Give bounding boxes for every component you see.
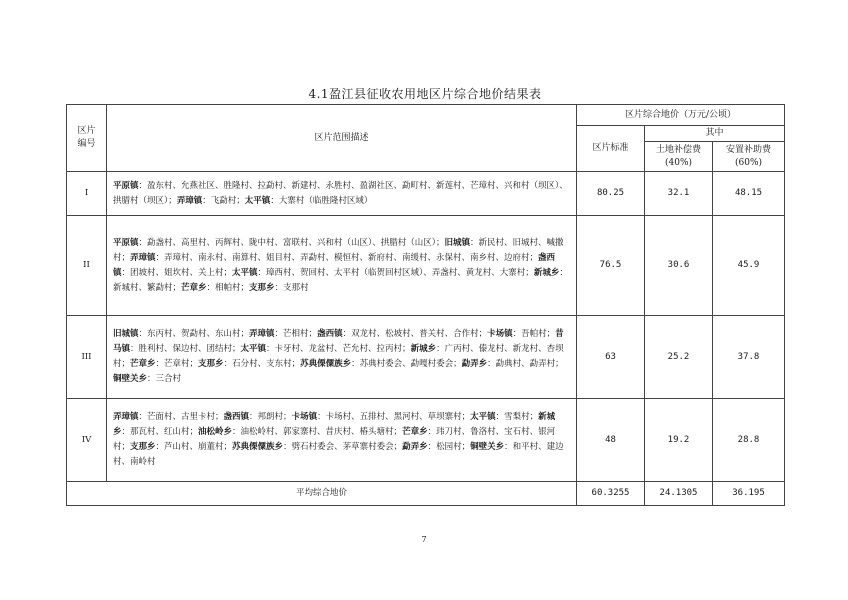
average-label: 平均综合地价 xyxy=(295,488,347,498)
header-price-group-text: 区片综合地价（万元/公顷） xyxy=(624,109,737,120)
average-standard-cell xyxy=(577,482,645,506)
page-number: 7 xyxy=(421,535,427,544)
average-resettle-value: 36.195 xyxy=(732,488,765,498)
village-list: ：相帕村； xyxy=(206,282,250,293)
standard-cell xyxy=(577,399,645,482)
land-comp-value: 32.1 xyxy=(667,188,690,198)
village-list: ：三合村 xyxy=(147,374,182,384)
average-row xyxy=(67,482,785,506)
village-list: ：勐盏村、高里村、丙辉村、陇中村、富联村、兴和村（山区）、拱腊村（山区）； xyxy=(138,237,445,248)
land-comp-cell xyxy=(645,399,713,482)
town-name: 支那乡 xyxy=(130,442,156,452)
village-list: ：和平村、建边村、南岭村 xyxy=(113,442,564,467)
town-name: 油松岭乡 xyxy=(198,427,233,437)
header-range-desc xyxy=(107,105,577,172)
range-desc-cell xyxy=(107,216,577,316)
town-name: 盏西镇 xyxy=(317,329,343,339)
standard-value: 76.5 xyxy=(599,260,622,270)
village-list: ：那瓦村、红山村； xyxy=(121,427,199,437)
town-name: 支那乡 xyxy=(198,359,224,369)
zone-cell xyxy=(67,216,107,316)
town-name: 太平镇 xyxy=(244,195,271,206)
village-list: ：新城村、繁勐村； xyxy=(113,267,568,293)
town-name: 弄璋镇 xyxy=(176,195,203,206)
town-name: 昔马镇 xyxy=(113,329,564,354)
standard-value: 48 xyxy=(605,434,616,445)
town-name: 卡场镇 xyxy=(487,329,513,339)
village-list: ：支那村 xyxy=(274,282,309,293)
zone-cell xyxy=(67,172,107,216)
town-name: 旧城镇 xyxy=(444,237,471,248)
header-standard-text: 区片标准 xyxy=(592,143,629,153)
village-list: ：广丙村、傣龙村、新龙村、杏坝村； xyxy=(113,344,564,369)
land-price-table xyxy=(66,104,785,506)
range-desc-cell xyxy=(107,316,577,399)
town-name: 苏典傈僳族乡 xyxy=(232,442,284,452)
town-name: 铜壁关乡 xyxy=(470,442,505,452)
standard-value: 63 xyxy=(605,351,616,362)
town-name: 支那乡 xyxy=(249,282,275,293)
header-of-which-text: 其中 xyxy=(705,128,724,138)
zone-label: IV xyxy=(81,434,92,445)
village-list: ：弄璋村、南永村、南算村、姐目村、弄勐村、模恒村、新府村、南缓村、永保村、南乡村、边府村； xyxy=(155,252,539,263)
town-name: 新城乡 xyxy=(533,267,560,278)
header-land-comp xyxy=(645,142,713,172)
land-comp-cell xyxy=(645,172,713,216)
header-of-which xyxy=(645,126,785,142)
table-row xyxy=(67,399,785,482)
header-zone-no xyxy=(67,105,107,172)
town-name: 旧城镇 xyxy=(113,329,139,339)
header-standard xyxy=(577,126,645,172)
header-zone-no-text: 区片 编号 xyxy=(77,126,96,149)
average-standard-value: 60.3255 xyxy=(591,488,630,498)
town-name: 弄璋镇 xyxy=(130,252,156,263)
village-list: ：飞勐村； xyxy=(202,195,245,206)
header-resettle xyxy=(713,142,785,172)
village-list: ：东丙村、贺勐村、东山村； xyxy=(138,329,250,339)
land-comp-value: 30.6 xyxy=(667,260,690,270)
average-label-cell xyxy=(67,482,577,506)
town-name: 新城乡 xyxy=(113,412,556,437)
resettle-cell xyxy=(713,216,785,316)
zone-cell xyxy=(67,316,107,399)
town-name: 盏西镇 xyxy=(223,412,250,422)
standard-cell xyxy=(577,316,645,399)
town-name: 勐弄乡 xyxy=(402,442,428,452)
town-name: 太平镇 xyxy=(232,267,258,278)
village-list: ：卡牙村、龙盆村、芒允村、拉丙村； xyxy=(266,344,411,354)
standard-cell xyxy=(577,172,645,216)
town-name: 弄璋镇 xyxy=(113,412,139,422)
standard-value: 80.25 xyxy=(596,188,625,198)
town-name: 新城乡 xyxy=(410,344,437,354)
village-list: ：双龙村、松坡村、普关村、合作村； xyxy=(342,329,488,339)
table-row xyxy=(67,216,785,316)
town-name: 平原镇 xyxy=(113,180,139,191)
town-name: 苏典傈僳族乡 xyxy=(300,359,352,369)
town-name: 芒章乡 xyxy=(181,282,207,293)
village-list: ：石分村、支东村； xyxy=(223,359,301,369)
village-list: ：玮刀村、鲁洛村、宝石村、银河村； xyxy=(113,427,556,452)
village-list: ：油松岭村、郭家寨村、昔庆村、椿头塘村； xyxy=(232,427,403,437)
header-price-group xyxy=(577,105,785,126)
town-name: 盏西镇 xyxy=(113,252,556,278)
town-name: 卡场镇 xyxy=(291,412,318,422)
zone-label: II xyxy=(83,260,90,270)
land-comp-cell xyxy=(645,316,713,399)
village-list: ：胜利村、保边村、团结村； xyxy=(130,344,241,354)
village-list: ：勐典村、勐弄村； xyxy=(487,359,564,369)
village-list: ：璋西村、贺回村、太平村（临贺回村区域）、弄盏村、黄龙村、大寨村； xyxy=(257,267,534,278)
village-list: ：团坡村、姐坎村、关上村； xyxy=(121,267,233,278)
village-list: ：雪梨村； xyxy=(495,412,539,422)
standard-cell xyxy=(577,216,645,316)
village-list: ：卡场村、五排村、黑河村、草坝寨村； xyxy=(317,412,471,422)
village-list: ：大寨村（临胜隆村区域） xyxy=(270,195,373,206)
header-resettle-text: 安置补助费 (60%) xyxy=(726,144,772,168)
village-list: ：盈东村、允燕社区、胜隆村、拉勐村、新建村、永胜村、盈湖社区、勐町村、新莲村、芒璋村、兴和村（坝区）、拱腊村（坝区）； xyxy=(113,180,568,206)
table-row xyxy=(67,172,785,216)
zone-label: I xyxy=(84,188,89,198)
village-list: ：邦朗村； xyxy=(249,412,292,422)
resettle-value: 37.8 xyxy=(737,351,760,362)
town-name: 平原镇 xyxy=(113,237,139,248)
village-list: ：芒面村、古里卡村； xyxy=(138,412,224,422)
table-title: 4.1盈江县征收农用地区片综合地价结果表 xyxy=(308,87,542,101)
average-resettle-cell xyxy=(713,482,785,506)
town-name: 铜壁关乡 xyxy=(113,374,148,384)
average-land-value: 24.1305 xyxy=(659,488,698,498)
land-comp-value: 25.2 xyxy=(667,351,690,362)
village-list: ：松园村； xyxy=(427,442,471,452)
resettle-cell xyxy=(713,316,785,399)
town-name: 勐弄乡 xyxy=(461,359,488,369)
village-list: ：芒相村； xyxy=(274,329,318,339)
table-row xyxy=(67,316,785,399)
header-land-comp-text: 土地补偿费 (40%) xyxy=(655,144,701,168)
land-comp-value: 19.2 xyxy=(667,434,690,445)
resettle-value: 48.15 xyxy=(734,188,763,198)
village-list: ：苏典村委会、勐嘎村委会； xyxy=(351,359,462,369)
village-list: ：劈石村委会、茅草寨村委会； xyxy=(283,442,403,452)
village-list: ：吾帕村； xyxy=(512,329,556,339)
zone-label: III xyxy=(81,351,92,362)
resettle-value: 28.8 xyxy=(737,434,760,445)
village-list: ：新民村、旧城村、喊撒村； xyxy=(113,237,564,263)
town-name: 太平镇 xyxy=(240,344,267,354)
village-list: ：芦山村、崩董村； xyxy=(155,442,233,452)
resettle-cell xyxy=(713,172,785,216)
village-list: ：芒章村； xyxy=(155,359,199,369)
town-name: 弄璋镇 xyxy=(249,329,275,339)
resettle-value: 45.9 xyxy=(737,260,760,270)
header-range-desc-text: 区片范围描述 xyxy=(314,132,369,143)
town-name: 芒章乡 xyxy=(130,359,156,369)
resettle-cell xyxy=(713,399,785,482)
town-name: 太平镇 xyxy=(470,412,496,422)
range-desc-cell xyxy=(107,399,577,482)
zone-cell xyxy=(67,399,107,482)
range-desc-cell xyxy=(107,172,577,216)
town-name: 芒章乡 xyxy=(402,427,428,437)
average-land-cell xyxy=(645,482,713,506)
land-comp-cell xyxy=(645,216,713,316)
